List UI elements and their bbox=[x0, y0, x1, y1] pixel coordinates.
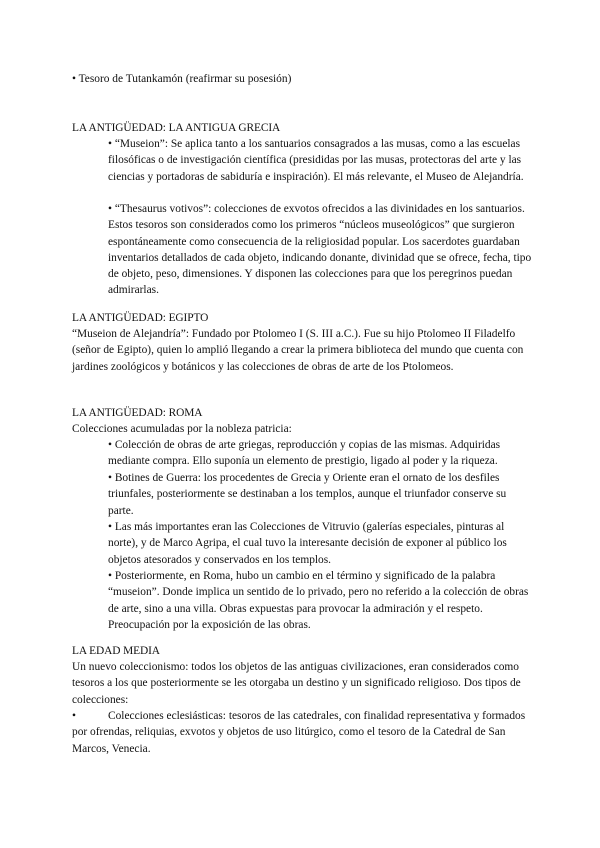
bullet-symbol: • bbox=[72, 710, 76, 722]
middle-ages-paragraph: Un nuevo coleccionismo: todos los objetos de las antiguas civilizaciones, eran considerados como tesoros a los que posteriormente se les otorgaba un destino y un significado religioso. Dos tipos de colecciones: bbox=[72, 661, 521, 706]
rome-bullet-war-loot: • Botines de Guerra: los procedentes de Grecia y Oriente eran el ornato de los desfiles triunfales, posteriormente se destinaban a los templos, aunque el triunfador conserve su parte. bbox=[108, 472, 507, 517]
rome-bullet-greek-art: • Colección de obras de arte griegas, reproducción y copias de las mismas. Adquiridas mediante compra. Ello suponía un elemento de prestigio, ligado al poder y la riqueza. bbox=[108, 439, 501, 468]
egypt-paragraph: “Museion de Alejandría”: Fundado por Ptolomeo I (S. III a.C.). Fue su hijo Ptolomeo II Filadelfo (señor de Egipto), quien lo amplió llegando a crear la primera biblioteca del mundo que cuenta con jardines zoológicos y botánicos y las colecciones de obras de arte de los Ptolomeos. bbox=[72, 328, 524, 373]
rome-bullet-museion-change: • Posteriormente, en Roma, hubo un cambio en el término y significado de la palabra “museion”. Donde implica un sentido de lo privado, pero no referido a la colección de obras de arte, sino a una villa. Obras expuestas para provocar la admiración y el respeto. Preocupación por la exposición de las obras. bbox=[108, 570, 529, 631]
middle-ages-bullet-text: Colecciones eclesiásticas: tesoros de las catedrales, con finalidad representativa y formados por ofrendas, reliquias, exvotos y objetos de uso litúrgico, como el tesoro de la Catedral de San Marcos, Venecia. bbox=[72, 710, 526, 755]
section-heading-middle-ages: LA EDAD MEDIA bbox=[72, 645, 160, 657]
greece-bullet-museion: • “Museion”: Se aplica tanto a los santuarios consagrados a las musas, como a las escuelas filosóficas o de investigación científica (presididas por las musas, protectoras del arte y las ciencias y portadoras de sabiduría e inspiración). El más relevante, el Museo de Alejandría. bbox=[108, 138, 524, 183]
section-heading-greece: LA ANTIGÜEDAD: LA ANTIGUA GRECIA bbox=[72, 122, 281, 134]
top-list-item: • Tesoro de Tutankamón (reafirmar su posesión) bbox=[72, 73, 292, 85]
rome-intro: Colecciones acumuladas por la nobleza patricia: bbox=[72, 423, 292, 435]
section-heading-egypt: LA ANTIGÜEDAD: EGIPTO bbox=[72, 312, 209, 324]
section-heading-rome: LA ANTIGÜEDAD: ROMA bbox=[72, 407, 203, 419]
middle-ages-bullet bbox=[72, 708, 534, 757]
rome-bullet-vitruvio: • Las más importantes eran las Colecciones de Vitruvio (galerías especiales, pinturas al norte), y de Marco Agripa, el cual tuvo la interesante decisión de exponer al público los objetos atesorados y conservados en los templos. bbox=[108, 521, 507, 566]
greece-bullet-thesaurus: • “Thesaurus votivos”: colecciones de exvotos ofrecidos a las divinidades en los santuarios. Estos tesoros son considerados como los primeros “núcleos museológicos” que surgieron espontáneamente como consecuencia de la religiosidad popular. Los sacerdotes guardaban inventarios detallados de cada objeto, indicando donante, divinidad que se ofrece, fecha, tipo de objeto, peso, dimensiones. Y disponen las colecciones para que los peregrinos puedan admirarlas. bbox=[108, 203, 532, 297]
